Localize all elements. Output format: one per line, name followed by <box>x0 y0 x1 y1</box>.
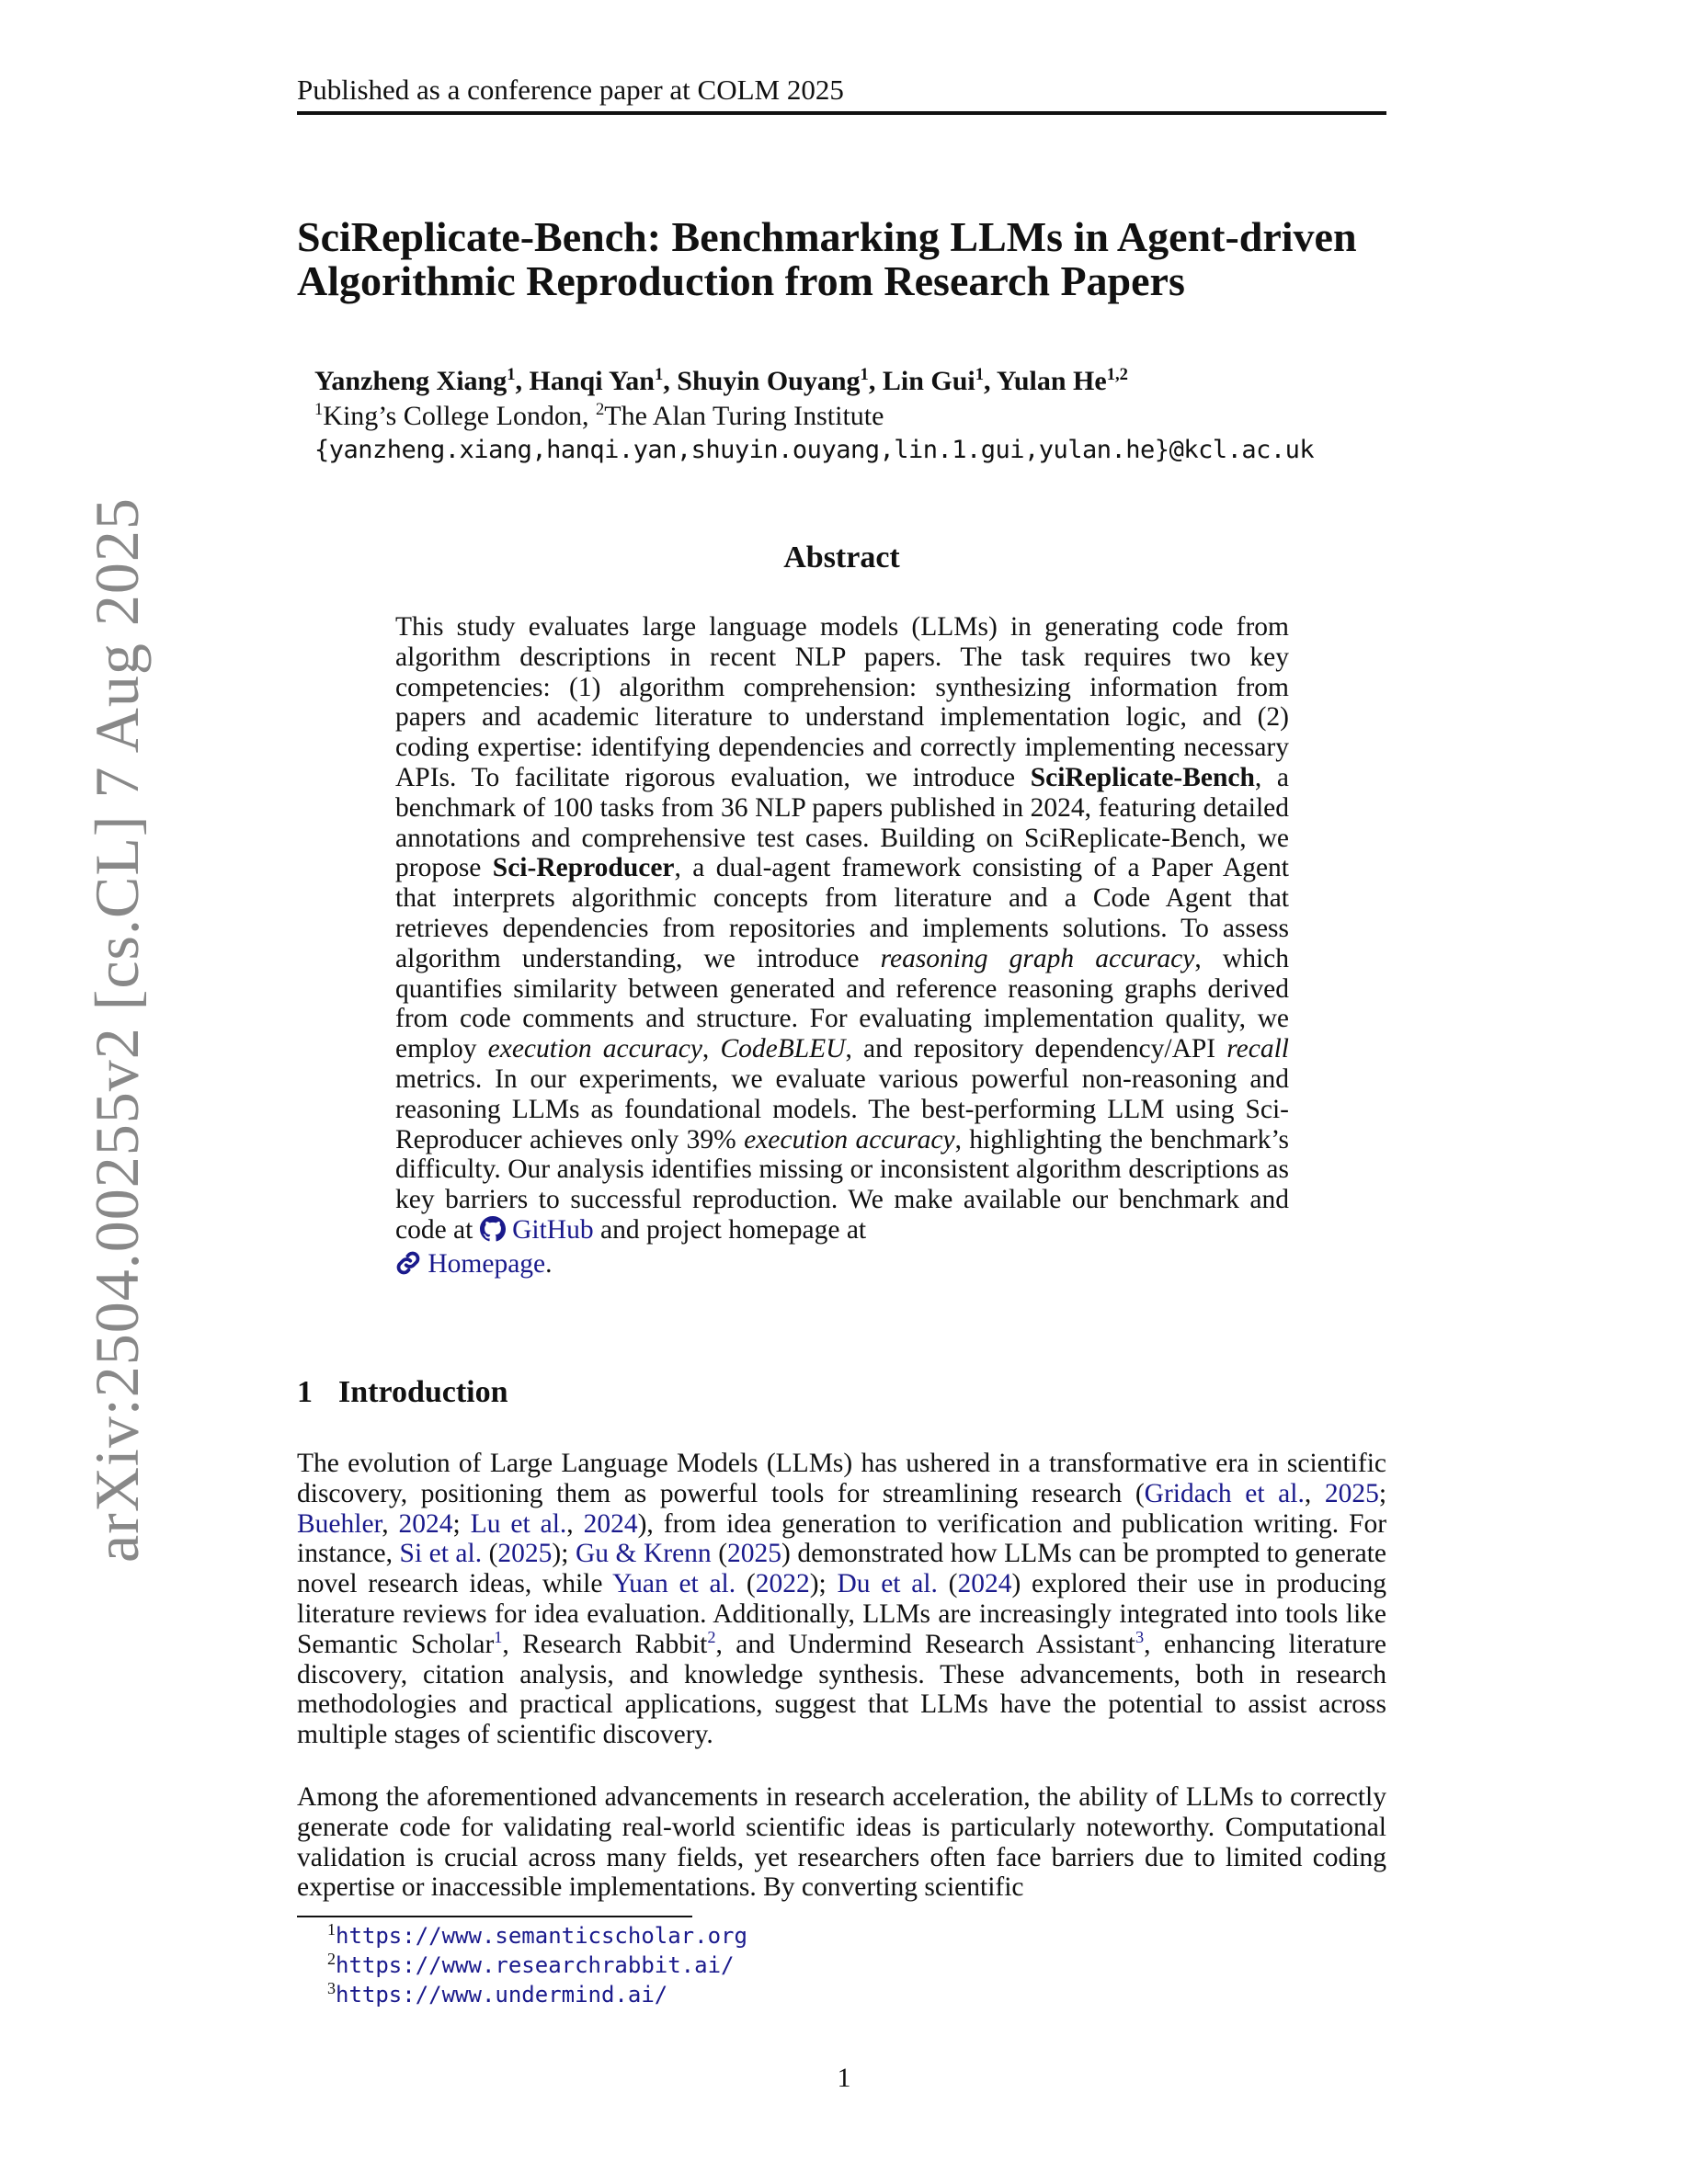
author-affil-mark: 1 <box>860 365 869 384</box>
author-affil-mark: 1 <box>654 365 664 384</box>
footnote-rule <box>297 1916 692 1917</box>
citation-link[interactable]: 2024 <box>398 1508 453 1539</box>
affil-mark: 1 <box>314 400 324 419</box>
footnote-link[interactable]: https://www.semanticscholar.org <box>336 1923 747 1949</box>
footnote-2: $^2$https://www.researchrabbit.ai/ <box>327 1950 735 1978</box>
citation-link[interactable]: 2024 <box>957 1569 1012 1599</box>
author-name: Lin Gui <box>882 366 975 396</box>
author-list: Yanzheng Xiang$^1$, Hanqi Yan$^1$, Shuyin Ouyang$^1$, Lin Gui$^1$, Yulan He$^{1,2}$ <box>314 365 1128 396</box>
paragraph-text: , <box>382 1508 399 1539</box>
title-line-1: SciReplicate-Bench: Benchmarking LLMs in Agent-driven <box>297 213 1357 260</box>
paragraph-text: ) explored their use in producing literature reviews for idea evaluation. Additionally, LLMs are increasingly integrated into tools like Semantic Scholar <box>297 1569 1386 1659</box>
author-name: Yulan He <box>996 366 1107 396</box>
section-number: 1 <box>297 1375 313 1409</box>
paragraph-text: ) demonstrated how LLMs can be prompted to generate novel research ideas, while <box>297 1539 1386 1599</box>
citation-link[interactable]: 2025 <box>727 1539 782 1569</box>
citation-link[interactable]: 2025 <box>1324 1478 1379 1508</box>
affiliations <box>314 399 884 434</box>
paper-title <box>297 215 1400 303</box>
author-affil-mark: 1,2 <box>1106 365 1128 384</box>
title-line-2: Algorithmic Reproduction from Research Papers <box>297 257 1185 304</box>
citation-link[interactable]: Buehler <box>297 1508 382 1539</box>
abstract-body: This study evaluates large language models (LLMs) in generating code from algorithm descriptions in recent NLP papers. The task requires two key competencies: (1) algorithm comprehension: synthesizing information from papers and academic literature to understand implementation logic, and (2) coding expertise: identifying dependencies and correctly implementing necessary APIs. To facilitate rigorous evaluation, we introduce SciReplicate-Bench, a benchmark of 100 tasks from 36 NLP papers published in 2024, featuring detailed annotations and comprehensive test cases. Building on SciReplicate-Bench, we propose Sci-Reproducer, a dual-agent framework consisting of a Paper Agent that interprets algorithmic concepts from literature and a Code Agent that retrieves dependencies from repositories and implements solutions. To assess algorithm understanding, we introduce reasoning graph accuracy, which quantifies similarity between generated and reference reasoning graphs derived from code comments and structure. For evaluating implementation quality, we employ execution accuracy, CodeBLEU, and repository dependency/API recall metrics. In our experiments, we evaluate various powerful non-reasoning and reasoning LLMs as foundational models. The best-performing LLM using Sci-Reproducer achieves only 39% execution accuracy, highlighting the benchmark’s difficulty. Our analysis identifies missing or inconsistent algorithm descriptions as key barriers to successful reproduction. We make available our benchmark and code at GitHub and project homepage at Homepage. <box>395 612 1289 1283</box>
paragraph-text: ( <box>937 1569 958 1599</box>
citation-link[interactable]: Yuan et al. <box>612 1569 736 1599</box>
affil-mark: 2 <box>595 400 605 419</box>
homepage-label: Homepage <box>428 1248 546 1279</box>
link-icon <box>395 1250 421 1283</box>
paragraph-text: ( <box>711 1539 728 1569</box>
citation-link[interactable]: Si et al. <box>399 1539 483 1569</box>
abstract-heading: Abstract <box>783 540 900 574</box>
paragraph-text: ), from idea generation to verification and publication writing. For instance, <box>297 1508 1387 1569</box>
citation-link[interactable]: 2025 <box>497 1539 553 1569</box>
citation-link[interactable]: Gu & Krenn <box>575 1539 712 1569</box>
homepage-link[interactable] <box>395 1249 545 1279</box>
footnote-ref[interactable]: 2 <box>707 1627 716 1646</box>
paragraph-text: ); <box>552 1539 576 1569</box>
benchmark-name: SciReplicate-Bench <box>1030 762 1255 792</box>
affiliation-name: The Alan Turing Institute <box>604 401 884 431</box>
paragraph-text: ( <box>482 1539 498 1569</box>
author-name: Hanqi Yan <box>529 366 655 396</box>
citation-link[interactable]: Lu et al. <box>470 1508 567 1539</box>
citation-link[interactable]: 2024 <box>583 1508 638 1539</box>
page-number: 1 <box>837 2063 851 2093</box>
paragraph-text: , enhancing literature discovery, citation analysis, and knowledge synthesis. These advancements, both in research methodologies and practical applications, suggest that LLMs have the potential to assist across multiple stages of scientific discovery. <box>297 1629 1386 1750</box>
paragraph-text: The evolution of Large Language Models (LLMs) has ushered in a transformative era in scientific discovery, positioning them as powerful tools for streamlining research ( <box>297 1449 1386 1508</box>
section-title: Introduction <box>338 1375 508 1409</box>
github-label: GitHub <box>512 1214 594 1245</box>
paragraph-text: , <box>566 1508 584 1539</box>
footnote-1: $^1$https://www.semanticscholar.org <box>327 1920 747 1949</box>
citation-link[interactable]: 2022 <box>755 1569 810 1599</box>
footnote-link[interactable]: https://www.undermind.ai/ <box>336 1982 668 2008</box>
paragraph-text: ( <box>736 1569 756 1599</box>
footnote-link[interactable]: https://www.researchrabbit.ai/ <box>336 1952 735 1978</box>
citation-link[interactable]: Du et al. <box>837 1569 938 1599</box>
paragraph-text: ; <box>1378 1478 1387 1508</box>
author-name: Yanzheng Xiang <box>314 366 508 396</box>
footnote-ref[interactable]: 1 <box>494 1627 503 1646</box>
affiliation-name: King’s College London, <box>323 401 596 431</box>
footnotes <box>327 1921 747 2009</box>
author-affil-mark: 1 <box>975 365 985 384</box>
paragraph-text: , and Undermind Research Assistant <box>715 1629 1136 1659</box>
running-header: Published as a conference paper at COLM 2025 <box>297 72 1386 115</box>
paragraph-text: ); <box>809 1569 838 1599</box>
citation-link[interactable]: Gridach et al. <box>1144 1478 1305 1508</box>
github-link[interactable] <box>480 1215 594 1245</box>
section-heading-introduction <box>297 1375 508 1410</box>
footnote-3: $^3$https://www.undermind.ai/ <box>327 1979 668 2008</box>
author-emails: {yanzheng.xiang,hanqi.yan,shuyin.ouyang,lin.1.gui,yulan.he}@kcl.ac.uk <box>314 436 1315 464</box>
paragraph-text: , Research Rabbit <box>502 1629 708 1659</box>
footnote-ref[interactable]: 3 <box>1135 1627 1145 1646</box>
intro-paragraph-2: Among the aforementioned advancements in research acceleration, the ability of LLMs to correctly generate code for validating real-world scientific ideas is particularly noteworthy. Computational validation is crucial across many fields, yet researchers often face barriers due to limited coding expertise or inaccessible implementations. By converting scientific <box>297 1782 1386 1903</box>
arxiv-identifier: arXiv:2504.00255v2 [cs.CL] 7 Aug 2025 <box>82 497 152 1563</box>
paragraph-text: , <box>1304 1478 1325 1508</box>
github-icon <box>480 1216 506 1249</box>
author-name: Shuyin Ouyang <box>677 366 861 396</box>
author-affil-mark: 1 <box>507 365 516 384</box>
intro-paragraph-1 <box>297 1449 1386 1750</box>
paragraph-text: ; <box>452 1508 471 1539</box>
framework-name: Sci-Reproducer <box>492 853 675 883</box>
